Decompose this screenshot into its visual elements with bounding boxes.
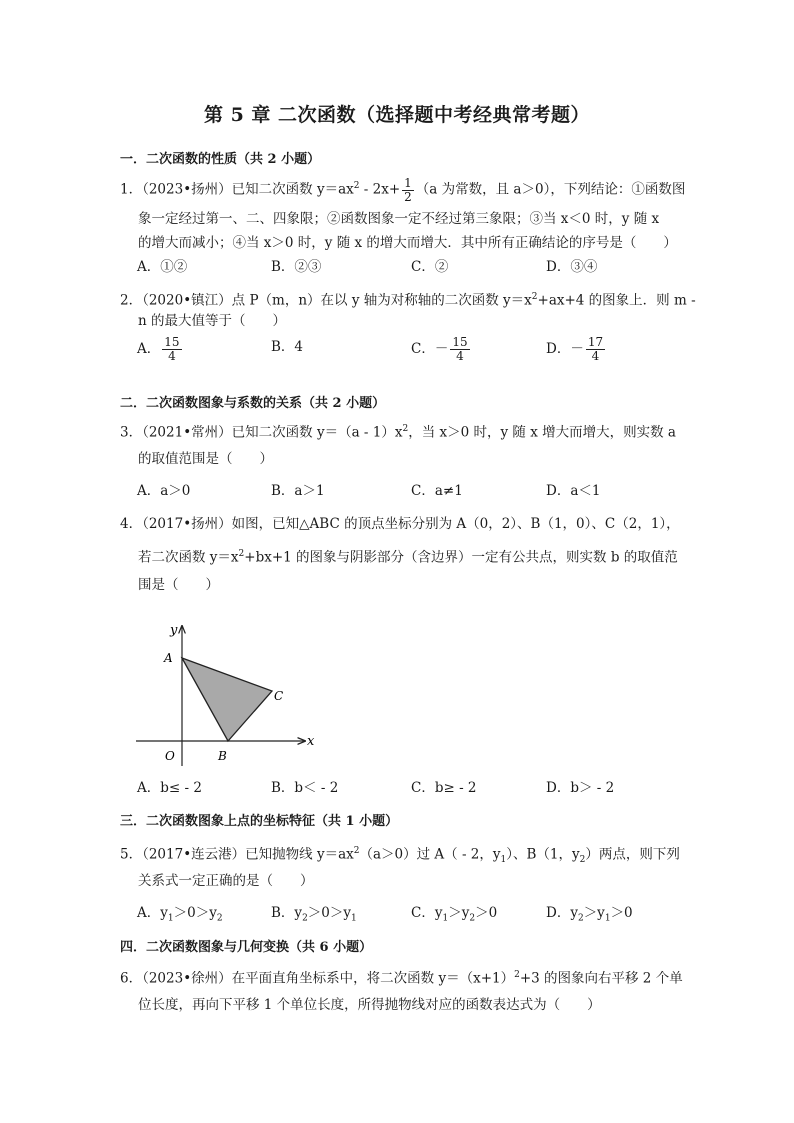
question-2-line-1: 2．（2020•镇江）点 P（m，n）在以 y 轴为对称轴的二次函数 $y=x^2+ax+4$ 的图象上．则 m - — [120, 292, 696, 309]
option-b: B．b＜ - 2 — [271, 780, 339, 796]
option-a: A． $\frac{15}{4}$ — [137, 335, 180, 363]
option-c: C．$y_1>y_2>0$ — [411, 905, 498, 924]
option-a: A．①② — [137, 259, 188, 275]
section-heading: 一．二次函数的性质（共 2 小题） — [120, 152, 321, 167]
section-heading: 三．二次函数图象上点的坐标特征（共 1 小题） — [120, 814, 399, 829]
point-b-label: B — [218, 749, 227, 763]
page-title: 第 5 章 二次函数（选择题中考经典常考题） — [203, 104, 591, 126]
y-axis-label: y — [170, 623, 178, 638]
question-1-line-3: 的增大而减小；④当 x＞0 时，y 随 x 的增大而增大．其中所有正确结论的序号是（ ） — [138, 235, 677, 251]
fraction: $\frac{1}{2}$ — [404, 175, 412, 204]
question-1-line-1: 1．（2023•扬州）已知二次函数 $y=ax^2 - 2x+$ $\frac{1}{2}$ （a 为常数，且 a＞0），下列结论：①函数图 — [120, 175, 686, 204]
option-b: B．②③ — [271, 259, 322, 275]
question-2-line-2: n 的最大值等于（ ） — [138, 313, 286, 329]
origin-label: O — [165, 749, 175, 763]
triangle-figure — [120, 618, 330, 768]
section-heading: 四．二次函数图象与几何变换（共 6 小题） — [120, 940, 373, 955]
option-c: C．b≥ - 2 — [411, 780, 477, 796]
option-d: D．－ $\frac{17}{4}$ — [546, 335, 604, 363]
question-3-line-1: 3．（2021•常州）已知二次函数 $y=(a - 1)x^2$，当 x＞0 时，y 随 x 增大而增大，则实数 a — [120, 424, 676, 441]
question-4-line-3: 围是（ ） — [138, 577, 219, 593]
question-6-line-2: 位长度，再向下平移 1 个单位长度，所得抛物线对应的函数表达式为（ ） — [138, 997, 601, 1013]
option-a: A．$y_1>0>y_2$ — [137, 905, 223, 924]
shaded-triangle — [182, 658, 272, 741]
option-a: A．a＞0 — [137, 483, 191, 499]
option-d: D．a＜1 — [546, 483, 601, 499]
option-c: C．a≠1 — [411, 483, 463, 499]
option-a: A．b≤ - 2 — [137, 780, 202, 796]
point-a-label: A — [164, 651, 173, 665]
option-b: B．a＞1 — [271, 483, 325, 499]
point-c-label: C — [274, 689, 284, 703]
question-4-line-1: 4．（2017•扬州）如图，已知△ABC 的顶点坐标分别为 A（0，2）、B（1，0）、C（2，1）， — [120, 516, 680, 532]
option-b: B．4 — [271, 339, 304, 355]
option-c: C．－ $\frac{15}{4}$ — [411, 335, 468, 363]
question-3-line-2: 的取值范围是（ ） — [138, 451, 273, 467]
option-d: D．$y_2>y_1>0$ — [546, 905, 633, 924]
question-4-line-2: 若二次函数 $y=x^2+bx+1$ 的图象与阴影部分（含边界）一定有公共点，则实数 b 的取值范 — [138, 549, 678, 566]
question-6-line-1: 6．（2023•徐州）在平面直角坐标系中，将二次函数 $y=(x+1)^2+3$ 的图象向右平移 2 个单 — [120, 970, 683, 987]
question-1-line-2: 象一定经过第一、二、四象限；②函数图象一定不经过第三象限；③当 x＜0 时，y 随 x — [138, 211, 660, 227]
x-axis-label: x — [307, 734, 315, 749]
option-c: C．② — [411, 259, 449, 275]
question-5-line-1: 5．（2017•连云港）已知抛物线 $y=ax^2(a>0)$过 A（ - 2，$y_1$）、B（1，$y_2$）两点，则下列 — [120, 846, 680, 866]
option-d: D．③④ — [546, 259, 598, 275]
section-heading: 二．二次函数图象与系数的关系（共 2 小题） — [120, 396, 386, 411]
question-5-line-2: 关系式一定正确的是（ ） — [138, 873, 314, 889]
option-d: D．b＞ - 2 — [546, 780, 615, 796]
option-b: B．$y_2>0>y_1$ — [271, 905, 357, 924]
